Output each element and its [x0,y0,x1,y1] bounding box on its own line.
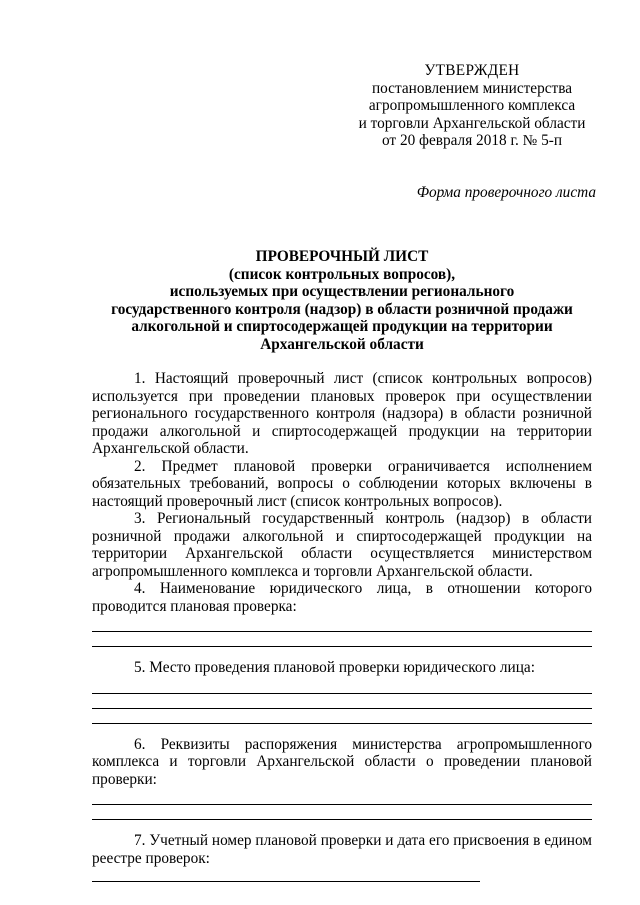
approval-line: агропромышленного комплекса [368,97,576,114]
title-line: (список контрольных вопросов), [228,265,456,283]
paragraph-2: 2. Предмет плановой проверки ограничивается исполнением обязательных требований, вопросы о соблюдении которых включены в настоящий проверочный лист (список контрольных вопросов). [92,457,592,510]
title-line: ПРОВЕРОЧНЫЙ ЛИСТ [255,248,429,265]
approval-line: постановлением министерства [371,79,573,97]
title-line: алкогольной и спиртосодержащей продукции на территории [131,318,553,335]
registry-number-field[interactable] [92,867,480,882]
paragraph-3: 3. Региональный государственный контроль (надзор) в области розничной продажи алкогольной и спиртосодержащей продукции на территории Архангельской области осуществляется министерством агропромышленного комплекса и торговли Архангельской области. [92,510,592,580]
paragraph-6: 6. Реквизиты распоряжения министерства агропромышленного комплекса и торговли Архангельской области о проведении плановой проверки: [92,735,592,788]
paragraph-1: 1. Настоящий проверочный лист (список контрольных вопросов) используется при проведении плановых проверок при осуществлении регионального государственного контроля (надзора) в области розничной продажи алкогольной и спиртосодержащей продукции на территории Архангельской области. [92,370,592,457]
paragraph-5: 5. Место проведения плановой проверки юридического лица: [134,659,535,676]
approval-title: УТВЕРЖДЕН [424,62,520,79]
approval-line: от 20 февраля 2018 г. № 5-п [381,132,563,149]
document-body [92,370,592,887]
title-line: Архангельской области [260,335,424,353]
form-note: Форма проверочного листа [416,184,596,201]
registry-label: реестре проверок: [92,849,210,867]
title-line: государственного контроля (надзор) в области розничной продажи [111,300,573,318]
document-title [92,248,592,353]
paragraph-4: 4. Наименование юридического лица, в отношении которого проводится плановая проверка: [92,580,592,615]
paragraph-7-end [92,850,592,887]
approval-line: и торговли Архангельской области [358,114,586,132]
title-line: используемых при осуществлении регионального [169,283,515,300]
paragraph-7: 7. Учетный номер плановой проверки и дата его присвоения в едином [134,832,592,849]
approval-block [352,62,592,150]
